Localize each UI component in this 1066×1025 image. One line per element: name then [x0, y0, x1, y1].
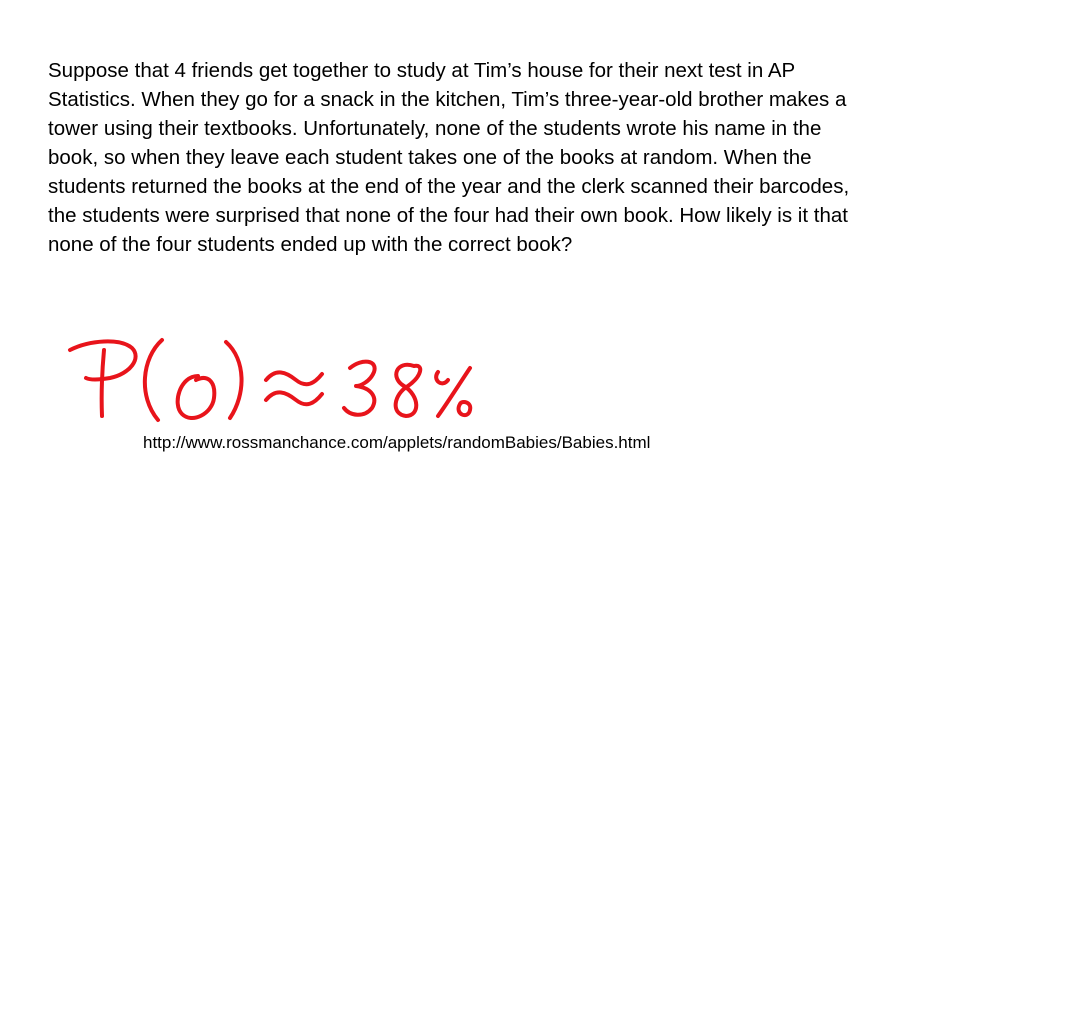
hw-approx-bottom: [266, 392, 322, 404]
problem-line: Statistics. When they go for a snack in the kitchen, Tim’s three-year-old brother makes a: [48, 88, 847, 111]
hw-digit-zero: [178, 376, 215, 418]
hw-percent-bottom: [459, 402, 471, 415]
hw-close-paren: [226, 342, 242, 418]
problem-line: the students were surprised that none of the four had their own book. How likely is it that: [48, 204, 848, 227]
problem-line: Suppose that 4 friends get together to study at Tim’s house for their next test in AP: [48, 59, 796, 82]
applet-link[interactable]: http://www.rossmanchance.com/applets/randomBabies/Babies.html: [143, 433, 651, 452]
problem-line: tower using their textbooks. Unfortunately, none of the students wrote his name in the: [48, 117, 822, 140]
problem-text: [48, 56, 1008, 259]
hw-open-paren: [145, 340, 162, 420]
hw-approx-top: [266, 372, 322, 384]
hw-percent-slash: [438, 368, 470, 416]
problem-line: none of the four students ended up with the correct book?: [48, 233, 573, 256]
handwritten-answer: [60, 328, 490, 428]
problem-line: book, so when they leave each student takes one of the books at random. When the: [48, 146, 812, 169]
hw-digit-three: [344, 362, 375, 415]
hw-letter-p: [102, 350, 104, 416]
problem-line: students returned the books at the end of the year and the clerk scanned their barcodes,: [48, 175, 850, 198]
handwriting-strokes: [60, 328, 490, 428]
hw-percent-top: [436, 372, 448, 383]
hw-digit-eight: [396, 365, 421, 416]
